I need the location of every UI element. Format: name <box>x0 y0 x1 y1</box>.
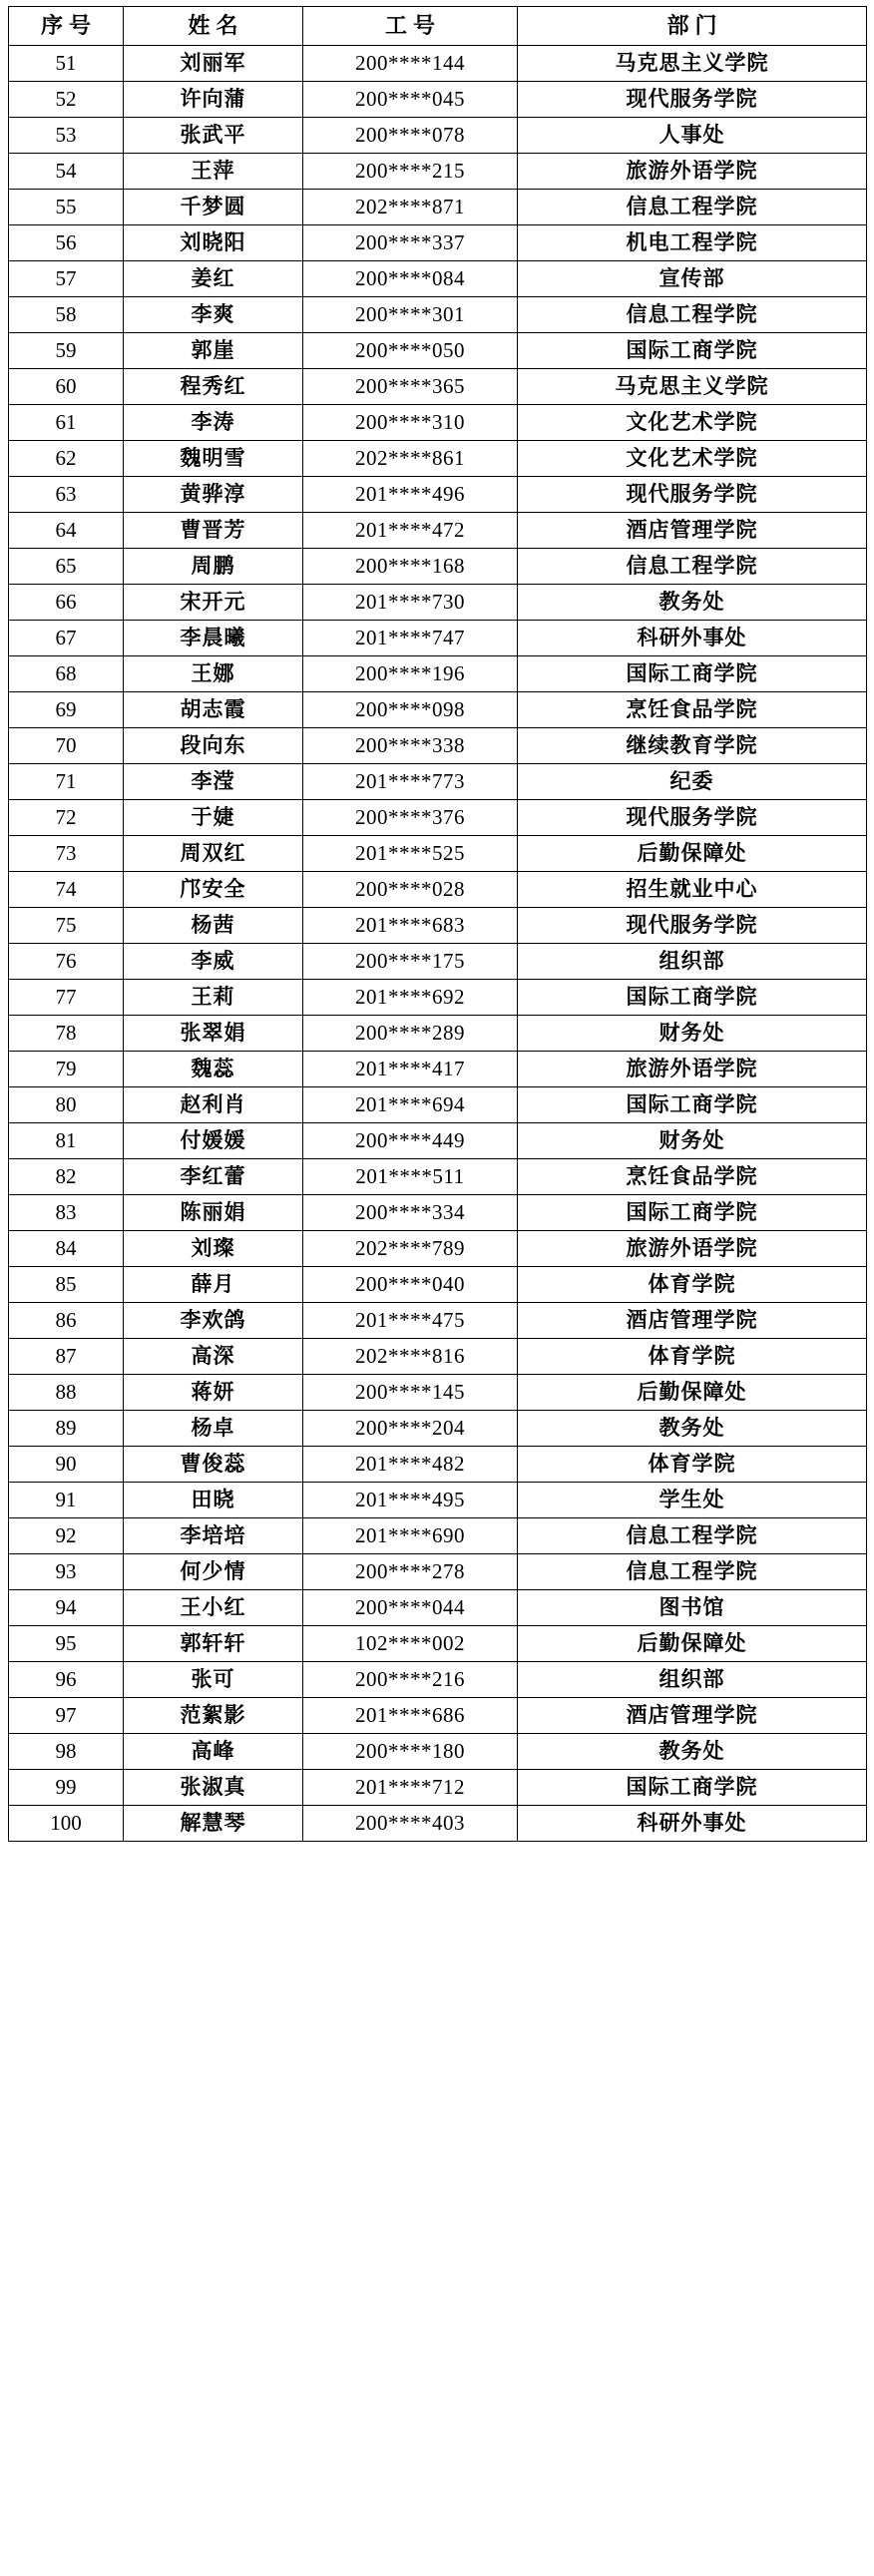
cell-department: 信息工程学院 <box>518 190 867 225</box>
cell-name: 李欢鸽 <box>124 1303 303 1339</box>
cell-employee-id: 200****145 <box>303 1375 518 1411</box>
cell-department: 酒店管理学院 <box>518 1698 867 1734</box>
cell-name: 陈丽娟 <box>124 1195 303 1231</box>
cell-employee-id: 200****078 <box>303 118 518 154</box>
cell-index: 54 <box>9 154 124 190</box>
cell-index: 68 <box>9 656 124 692</box>
cell-name: 付媛媛 <box>124 1123 303 1159</box>
cell-index: 62 <box>9 441 124 477</box>
cell-employee-id: 200****215 <box>303 154 518 190</box>
table-row <box>9 1626 867 1662</box>
cell-employee-id: 200****365 <box>303 369 518 405</box>
cell-name: 黄骅淳 <box>124 477 303 513</box>
cell-employee-id: 200****337 <box>303 225 518 261</box>
table-row <box>9 656 867 692</box>
cell-index: 81 <box>9 1123 124 1159</box>
cell-name: 李爽 <box>124 297 303 333</box>
table-row <box>9 513 867 549</box>
cell-name: 宋开元 <box>124 585 303 621</box>
cell-employee-id: 202****861 <box>303 441 518 477</box>
cell-employee-id: 200****168 <box>303 549 518 585</box>
cell-name: 蒋妍 <box>124 1375 303 1411</box>
cell-department: 国际工商学院 <box>518 333 867 369</box>
cell-employee-id: 201****496 <box>303 477 518 513</box>
cell-department: 招生就业中心 <box>518 872 867 908</box>
cell-name: 解慧琴 <box>124 1806 303 1842</box>
cell-index: 97 <box>9 1698 124 1734</box>
cell-name: 王萍 <box>124 154 303 190</box>
cell-employee-id: 200****403 <box>303 1806 518 1842</box>
table-row <box>9 118 867 154</box>
table-header <box>9 7 867 46</box>
cell-department: 体育学院 <box>518 1339 867 1375</box>
cell-name: 姜红 <box>124 261 303 297</box>
cell-employee-id: 102****002 <box>303 1626 518 1662</box>
cell-employee-id: 200****278 <box>303 1554 518 1590</box>
cell-index: 98 <box>9 1734 124 1770</box>
table-row <box>9 1806 867 1842</box>
table-row <box>9 872 867 908</box>
cell-employee-id: 202****816 <box>303 1339 518 1375</box>
cell-name: 王莉 <box>124 980 303 1016</box>
cell-department: 机电工程学院 <box>518 225 867 261</box>
cell-index: 95 <box>9 1626 124 1662</box>
staff-roster-table <box>8 6 867 1842</box>
cell-index: 63 <box>9 477 124 513</box>
cell-employee-id: 201****495 <box>303 1483 518 1518</box>
cell-index: 88 <box>9 1375 124 1411</box>
cell-name: 魏蕊 <box>124 1052 303 1087</box>
table-row <box>9 764 867 800</box>
cell-department: 信息工程学院 <box>518 297 867 333</box>
column-header-name: 姓名 <box>124 7 303 46</box>
table-row <box>9 441 867 477</box>
cell-employee-id: 201****417 <box>303 1052 518 1087</box>
table-row <box>9 1698 867 1734</box>
cell-department: 体育学院 <box>518 1267 867 1303</box>
cell-employee-id: 201****773 <box>303 764 518 800</box>
cell-department: 国际工商学院 <box>518 1770 867 1806</box>
cell-employee-id: 200****196 <box>303 656 518 692</box>
cell-name: 赵利肖 <box>124 1087 303 1123</box>
cell-name: 刘丽军 <box>124 46 303 82</box>
cell-index: 51 <box>9 46 124 82</box>
cell-employee-id: 200****084 <box>303 261 518 297</box>
cell-employee-id: 200****144 <box>303 46 518 82</box>
cell-index: 52 <box>9 82 124 118</box>
cell-name: 郭轩轩 <box>124 1626 303 1662</box>
cell-name: 李滢 <box>124 764 303 800</box>
cell-index: 77 <box>9 980 124 1016</box>
cell-index: 56 <box>9 225 124 261</box>
cell-department: 教务处 <box>518 1411 867 1447</box>
table-row <box>9 692 867 728</box>
cell-department: 马克思主义学院 <box>518 369 867 405</box>
table-row <box>9 154 867 190</box>
cell-index: 99 <box>9 1770 124 1806</box>
table-row <box>9 297 867 333</box>
cell-index: 76 <box>9 944 124 980</box>
cell-department: 现代服务学院 <box>518 908 867 944</box>
cell-name: 李涛 <box>124 405 303 441</box>
cell-index: 92 <box>9 1518 124 1554</box>
cell-name: 张武平 <box>124 118 303 154</box>
table-row <box>9 1016 867 1052</box>
table-row <box>9 225 867 261</box>
cell-index: 60 <box>9 369 124 405</box>
cell-name: 张翠娟 <box>124 1016 303 1052</box>
cell-name: 杨卓 <box>124 1411 303 1447</box>
cell-department: 旅游外语学院 <box>518 154 867 190</box>
cell-department: 信息工程学院 <box>518 549 867 585</box>
table-row <box>9 82 867 118</box>
cell-name: 刘璨 <box>124 1231 303 1267</box>
cell-index: 86 <box>9 1303 124 1339</box>
cell-index: 53 <box>9 118 124 154</box>
cell-department: 信息工程学院 <box>518 1554 867 1590</box>
cell-department: 国际工商学院 <box>518 980 867 1016</box>
cell-employee-id: 200****449 <box>303 1123 518 1159</box>
cell-employee-id: 201****525 <box>303 836 518 872</box>
cell-index: 64 <box>9 513 124 549</box>
table-row <box>9 369 867 405</box>
cell-employee-id: 201****694 <box>303 1087 518 1123</box>
table-row <box>9 621 867 656</box>
cell-employee-id: 200****040 <box>303 1267 518 1303</box>
cell-department: 酒店管理学院 <box>518 513 867 549</box>
cell-department: 后勤保障处 <box>518 1626 867 1662</box>
cell-employee-id: 200****338 <box>303 728 518 764</box>
table-row <box>9 1339 867 1375</box>
cell-employee-id: 200****028 <box>303 872 518 908</box>
table-row <box>9 1518 867 1554</box>
table-row <box>9 1303 867 1339</box>
table-row <box>9 1483 867 1518</box>
table-row <box>9 1734 867 1770</box>
cell-index: 82 <box>9 1159 124 1195</box>
table-row <box>9 477 867 513</box>
table-row <box>9 333 867 369</box>
cell-name: 薛月 <box>124 1267 303 1303</box>
table-row <box>9 405 867 441</box>
column-header-department: 部门 <box>518 7 867 46</box>
cell-department: 后勤保障处 <box>518 1375 867 1411</box>
cell-index: 89 <box>9 1411 124 1447</box>
cell-department: 旅游外语学院 <box>518 1052 867 1087</box>
cell-department: 科研外事处 <box>518 1806 867 1842</box>
cell-department: 学生处 <box>518 1483 867 1518</box>
table-row <box>9 1087 867 1123</box>
table-header-row <box>9 7 867 46</box>
cell-name: 曹晋芳 <box>124 513 303 549</box>
cell-department: 马克思主义学院 <box>518 46 867 82</box>
cell-name: 田晓 <box>124 1483 303 1518</box>
cell-department: 科研外事处 <box>518 621 867 656</box>
cell-name: 李晨曦 <box>124 621 303 656</box>
cell-department: 人事处 <box>518 118 867 154</box>
table-row <box>9 1411 867 1447</box>
cell-employee-id: 200****334 <box>303 1195 518 1231</box>
cell-index: 67 <box>9 621 124 656</box>
cell-employee-id: 201****472 <box>303 513 518 549</box>
cell-index: 58 <box>9 297 124 333</box>
cell-employee-id: 200****175 <box>303 944 518 980</box>
table-row <box>9 261 867 297</box>
table-row <box>9 549 867 585</box>
cell-employee-id: 201****482 <box>303 1447 518 1483</box>
cell-name: 高峰 <box>124 1734 303 1770</box>
cell-department: 现代服务学院 <box>518 477 867 513</box>
cell-name: 范絮影 <box>124 1698 303 1734</box>
cell-employee-id: 201****683 <box>303 908 518 944</box>
cell-name: 杨茜 <box>124 908 303 944</box>
cell-index: 79 <box>9 1052 124 1087</box>
cell-employee-id: 200****045 <box>303 82 518 118</box>
column-header-index: 序号 <box>9 7 124 46</box>
cell-name: 千梦圆 <box>124 190 303 225</box>
cell-index: 78 <box>9 1016 124 1052</box>
cell-department: 现代服务学院 <box>518 800 867 836</box>
cell-department: 信息工程学院 <box>518 1518 867 1554</box>
cell-department: 国际工商学院 <box>518 1195 867 1231</box>
cell-index: 93 <box>9 1554 124 1590</box>
cell-name: 于婕 <box>124 800 303 836</box>
table-row <box>9 728 867 764</box>
cell-name: 邝安全 <box>124 872 303 908</box>
cell-employee-id: 201****475 <box>303 1303 518 1339</box>
cell-employee-id: 201****511 <box>303 1159 518 1195</box>
cell-employee-id: 200****216 <box>303 1662 518 1698</box>
cell-employee-id: 200****204 <box>303 1411 518 1447</box>
cell-department: 国际工商学院 <box>518 656 867 692</box>
cell-employee-id: 200****044 <box>303 1590 518 1626</box>
cell-employee-id: 201****690 <box>303 1518 518 1554</box>
cell-index: 59 <box>9 333 124 369</box>
cell-index: 84 <box>9 1231 124 1267</box>
cell-department: 财务处 <box>518 1016 867 1052</box>
table-row <box>9 1195 867 1231</box>
cell-index: 91 <box>9 1483 124 1518</box>
table-row <box>9 190 867 225</box>
cell-employee-id: 200****098 <box>303 692 518 728</box>
cell-index: 73 <box>9 836 124 872</box>
cell-name: 王小红 <box>124 1590 303 1626</box>
cell-name: 周鹏 <box>124 549 303 585</box>
table-row <box>9 1123 867 1159</box>
table-row <box>9 1590 867 1626</box>
cell-department: 文化艺术学院 <box>518 405 867 441</box>
cell-name: 胡志霞 <box>124 692 303 728</box>
cell-index: 61 <box>9 405 124 441</box>
cell-name: 王娜 <box>124 656 303 692</box>
cell-department: 纪委 <box>518 764 867 800</box>
cell-index: 83 <box>9 1195 124 1231</box>
table-row <box>9 908 867 944</box>
cell-index: 65 <box>9 549 124 585</box>
cell-employee-id: 200****050 <box>303 333 518 369</box>
cell-index: 96 <box>9 1662 124 1698</box>
cell-name: 魏明雪 <box>124 441 303 477</box>
cell-employee-id: 200****301 <box>303 297 518 333</box>
cell-name: 程秀红 <box>124 369 303 405</box>
cell-department: 后勤保障处 <box>518 836 867 872</box>
cell-name: 刘晓阳 <box>124 225 303 261</box>
cell-employee-id: 201****747 <box>303 621 518 656</box>
table-body <box>9 46 867 1842</box>
cell-department: 宣传部 <box>518 261 867 297</box>
table-row <box>9 944 867 980</box>
table-row <box>9 585 867 621</box>
cell-name: 郭崖 <box>124 333 303 369</box>
cell-department: 酒店管理学院 <box>518 1303 867 1339</box>
cell-name: 张淑真 <box>124 1770 303 1806</box>
cell-department: 烹饪食品学院 <box>518 692 867 728</box>
cell-index: 71 <box>9 764 124 800</box>
table-row <box>9 1267 867 1303</box>
cell-department: 图书馆 <box>518 1590 867 1626</box>
cell-department: 教务处 <box>518 585 867 621</box>
cell-department: 财务处 <box>518 1123 867 1159</box>
cell-name: 许向蒲 <box>124 82 303 118</box>
cell-index: 85 <box>9 1267 124 1303</box>
cell-name: 何少情 <box>124 1554 303 1590</box>
cell-department: 继续教育学院 <box>518 728 867 764</box>
cell-name: 曹俊蕊 <box>124 1447 303 1483</box>
cell-employee-id: 201****712 <box>303 1770 518 1806</box>
cell-name: 张可 <box>124 1662 303 1698</box>
table-row <box>9 46 867 82</box>
cell-index: 69 <box>9 692 124 728</box>
table-row <box>9 1554 867 1590</box>
table-row <box>9 1052 867 1087</box>
table-row <box>9 980 867 1016</box>
table-row <box>9 1231 867 1267</box>
table-row <box>9 1159 867 1195</box>
cell-index: 94 <box>9 1590 124 1626</box>
cell-department: 现代服务学院 <box>518 82 867 118</box>
cell-department: 烹饪食品学院 <box>518 1159 867 1195</box>
cell-employee-id: 201****730 <box>303 585 518 621</box>
cell-employee-id: 202****789 <box>303 1231 518 1267</box>
cell-employee-id: 200****180 <box>303 1734 518 1770</box>
cell-name: 李培培 <box>124 1518 303 1554</box>
cell-employee-id: 200****376 <box>303 800 518 836</box>
cell-department: 组织部 <box>518 944 867 980</box>
column-header-employee-id: 工号 <box>303 7 518 46</box>
table-row <box>9 800 867 836</box>
cell-employee-id: 201****686 <box>303 1698 518 1734</box>
cell-department: 文化艺术学院 <box>518 441 867 477</box>
cell-index: 75 <box>9 908 124 944</box>
table-row <box>9 1375 867 1411</box>
cell-employee-id: 200****289 <box>303 1016 518 1052</box>
cell-index: 80 <box>9 1087 124 1123</box>
cell-index: 57 <box>9 261 124 297</box>
cell-department: 教务处 <box>518 1734 867 1770</box>
cell-index: 72 <box>9 800 124 836</box>
cell-name: 段向东 <box>124 728 303 764</box>
cell-department: 旅游外语学院 <box>518 1231 867 1267</box>
cell-index: 74 <box>9 872 124 908</box>
cell-employee-id: 201****692 <box>303 980 518 1016</box>
table-row <box>9 1447 867 1483</box>
cell-department: 体育学院 <box>518 1447 867 1483</box>
table-row <box>9 1662 867 1698</box>
table-row <box>9 1770 867 1806</box>
cell-department: 组织部 <box>518 1662 867 1698</box>
cell-index: 70 <box>9 728 124 764</box>
table-row <box>9 836 867 872</box>
cell-name: 李威 <box>124 944 303 980</box>
cell-index: 90 <box>9 1447 124 1483</box>
cell-index: 66 <box>9 585 124 621</box>
cell-department: 国际工商学院 <box>518 1087 867 1123</box>
cell-name: 高深 <box>124 1339 303 1375</box>
cell-index: 55 <box>9 190 124 225</box>
cell-employee-id: 200****310 <box>303 405 518 441</box>
cell-employee-id: 202****871 <box>303 190 518 225</box>
cell-index: 100 <box>9 1806 124 1842</box>
cell-index: 87 <box>9 1339 124 1375</box>
cell-name: 李红蕾 <box>124 1159 303 1195</box>
cell-name: 周双红 <box>124 836 303 872</box>
